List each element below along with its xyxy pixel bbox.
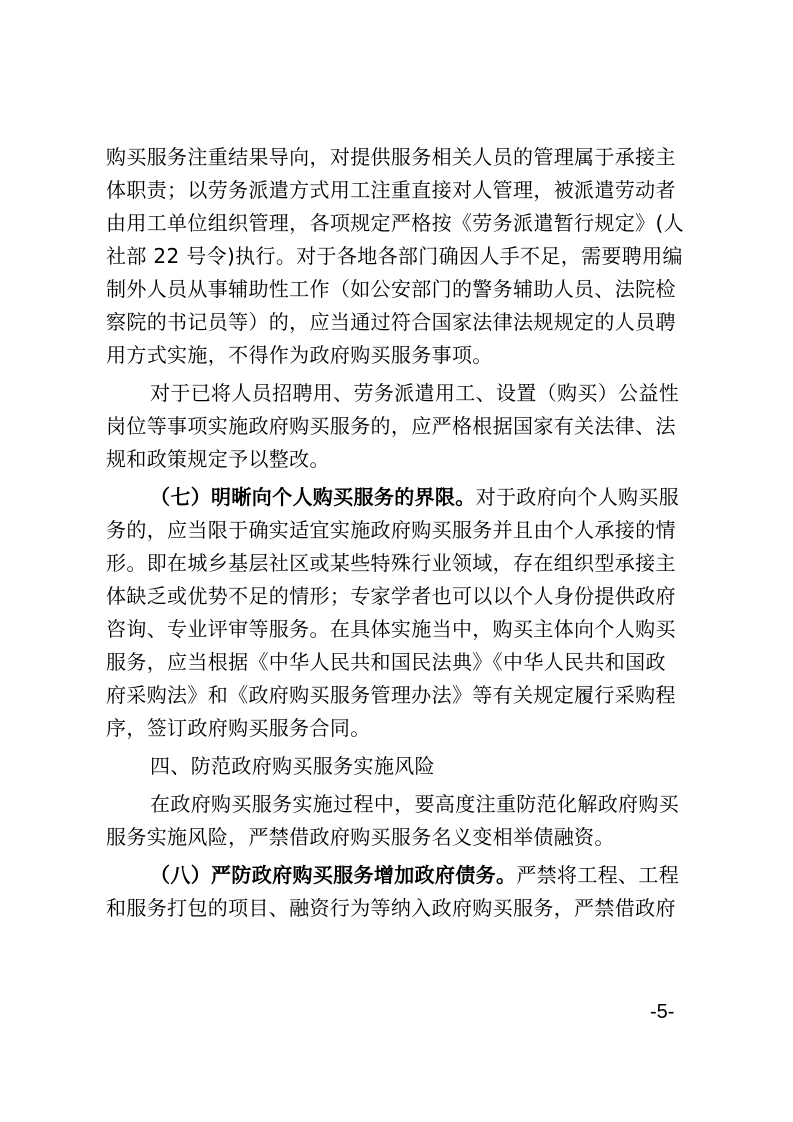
document-body	[106, 141, 698, 925]
text-line: 规和政策规定予以整改。	[106, 447, 330, 471]
text-line: 序，签订政府购买服务合同。	[106, 716, 371, 740]
text-line	[106, 859, 698, 892]
text-run: 严禁将工程、工程	[516, 863, 680, 887]
text-run: 对于政府向个人购买服	[475, 485, 680, 509]
text-line: 府采购法》和《政府购买服务管理办法》等有关规定履行采购程	[106, 683, 676, 707]
text-line: 体职责；以劳务派遣方式用工注重直接对人管理，被派遣劳动者	[106, 178, 676, 202]
text-line: 服务，应当根据《中华人民共和国民法典》《中华人民共和国政	[106, 650, 666, 674]
paragraph	[106, 377, 698, 476]
text-line: 制外人员从事辅助性工作（如公安部门的警务辅助人员、法院检	[106, 277, 676, 301]
text-line: 服务实施风险，严禁借政府购买服务名义变相举债融资。	[106, 825, 615, 849]
text-line: 务的，应当限于确实适宜实施政府购买服务并且由个人承接的情	[106, 518, 676, 542]
text-line: 体缺乏或优势不足的情形；专家学者也可以以个人身份提供政府	[106, 584, 676, 608]
paragraph	[106, 481, 698, 745]
paragraph	[106, 750, 698, 783]
text-line: 察院的书记员等）的，应当通过符合国家法律法规规定的人员聘	[106, 310, 676, 334]
paragraph	[106, 788, 698, 854]
text-line: 由用工单位组织管理，各项规定严格按《劳务派遣暂行规定》(人	[106, 211, 684, 235]
text-line: 在政府购买服务实施过程中，要高度注重防范化解政府购买	[150, 792, 680, 816]
page-number: -5-	[650, 1001, 675, 1023]
text-line: 和服务打包的项目、融资行为等纳入政府购买服务，严禁借政府	[106, 896, 676, 920]
text-line: 对于已将人员招聘用、劳务派遣用工、设置（购买）公益性	[150, 381, 680, 405]
paragraph	[106, 859, 698, 925]
text-line: 社部 22 号令)执行。对于各地各部门确因人手不足，需要聘用编	[106, 244, 683, 268]
text-line: 用方式实施，不得作为政府购买服务事项。	[106, 343, 493, 367]
section-title: 四、防范政府购买服务实施风险	[150, 754, 435, 778]
text-line: 咨询、专业评审等服务。在具体实施当中，购买主体向个人购买	[106, 617, 676, 641]
paragraph	[106, 141, 698, 372]
section-heading: （七）明晰向个人购买服务的界限。	[150, 485, 476, 509]
text-line: 购买服务注重结果导向，对提供服务相关人员的管理属于承接主	[106, 145, 676, 169]
section-heading: （八）严防政府购买服务增加政府债务。	[150, 863, 517, 887]
text-line: 岗位等事项实施政府购买服务的，应严格根据国家有关法律、法	[106, 414, 676, 438]
text-line: 形。即在城乡基层社区或某些特殊行业领域，存在组织型承接主	[106, 551, 676, 575]
text-line	[106, 481, 698, 514]
